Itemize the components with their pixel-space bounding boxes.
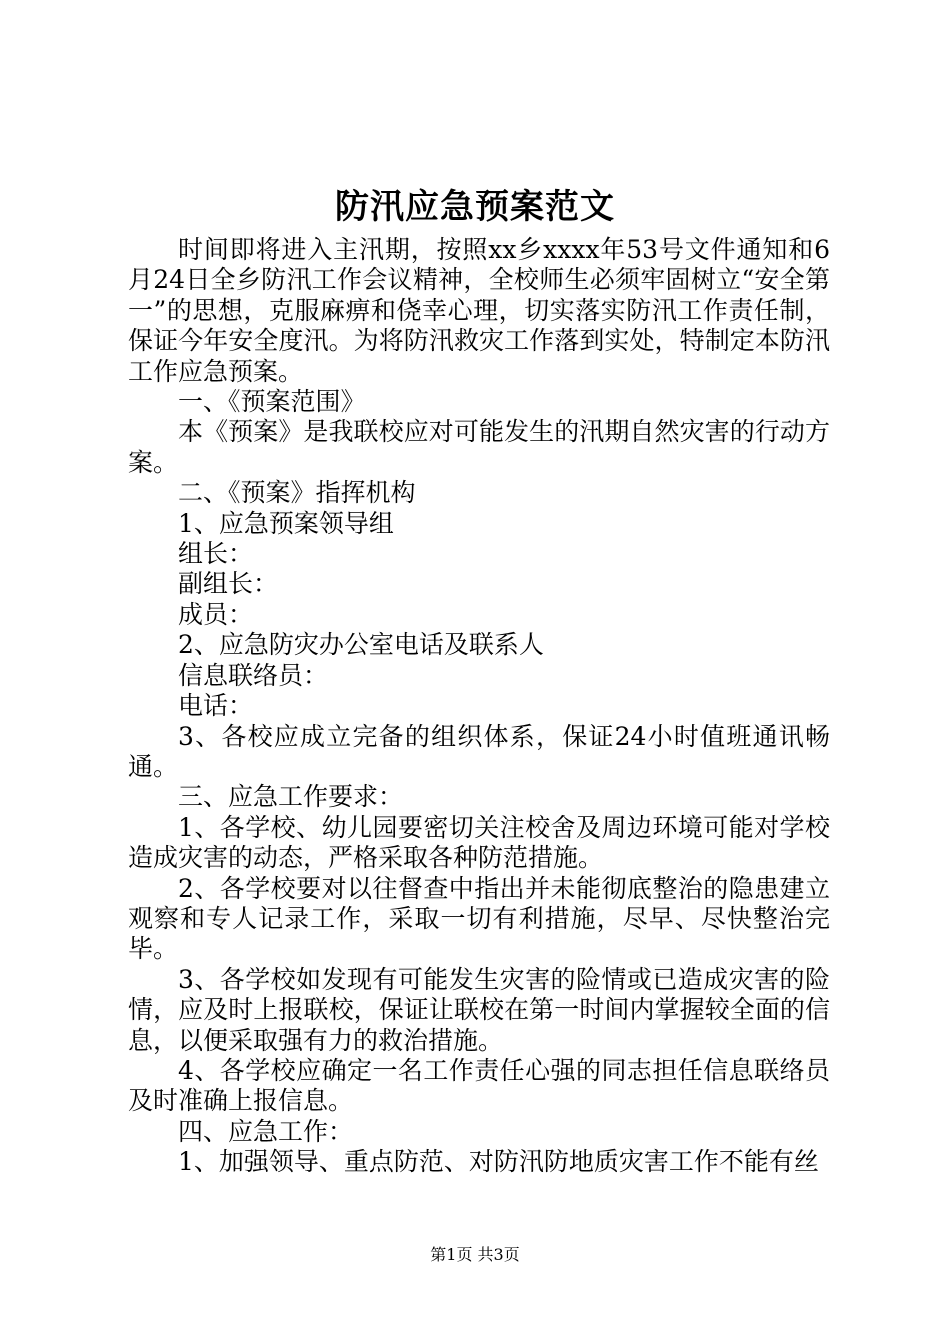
paragraph: 4、各学校应确定一名工作责任心强的同志担任信息联络员及时准确上报信息。: [128, 1055, 830, 1116]
field-label: 成员：: [178, 599, 254, 629]
subsection-heading: 2、应急防灾办公室电话及联系人: [178, 630, 544, 660]
paragraph: 3、各校应成立完备的组织体系，保证24小时值班通讯畅通。: [128, 721, 830, 781]
paragraph: 1、加强领导、重点防范、对防汛防地质灾害工作不能有丝: [178, 1147, 819, 1177]
field-label: 电话：: [178, 691, 254, 721]
page-footer: 第1页 共3页: [430, 1245, 520, 1264]
field-label: 副组长：: [178, 569, 279, 599]
paragraph: 3、各学校如发现有可能发生灾害的险情或已造成灾害的险情，应及时上报联校，保证让联校在第一时间内掌握较全面的信息，以便采取强有力的救治措施。: [128, 964, 830, 1055]
paragraph: 1、各学校、幼儿园要密切关注校舍及周边环境可能对学校造成灾害的动态，严格采取各种防范措施。: [128, 812, 830, 873]
section-heading: 三、应急工作要求：: [178, 782, 404, 812]
section-heading: 四、应急工作：: [178, 1116, 354, 1146]
document-body: [128, 235, 830, 1178]
paragraph: 时间即将进入主汛期，按照xx乡xxxx年53号文件通知和6月24日全乡防汛工作会议精神，全校师生必须牢固树立“安全第一”的思想，克服麻痹和侥幸心理，切实落实防汛工作责任制，保证今年安全度汛。为将防汛救灾工作落到实处，特制定本防汛工作应急预案。: [128, 235, 830, 386]
section-heading: 二、《预案》指挥机构: [178, 478, 416, 508]
field-label: 组长：: [178, 539, 254, 569]
page-title: 防汛应急预案范文: [335, 187, 615, 227]
paragraph: 2、各学校要对以往督查中指出并未能彻底整治的隐患建立观察和专人记录工作，采取一切有利措施，尽早、尽快整治完毕。: [128, 873, 830, 964]
section-heading: 一、《预案范围》: [178, 387, 366, 417]
field-label: 信息联络员：: [178, 660, 329, 690]
subsection-heading: 1、应急预案领导组: [178, 508, 394, 538]
paragraph: 本《预案》是我联校应对可能发生的汛期自然灾害的行动方案。: [128, 417, 830, 477]
